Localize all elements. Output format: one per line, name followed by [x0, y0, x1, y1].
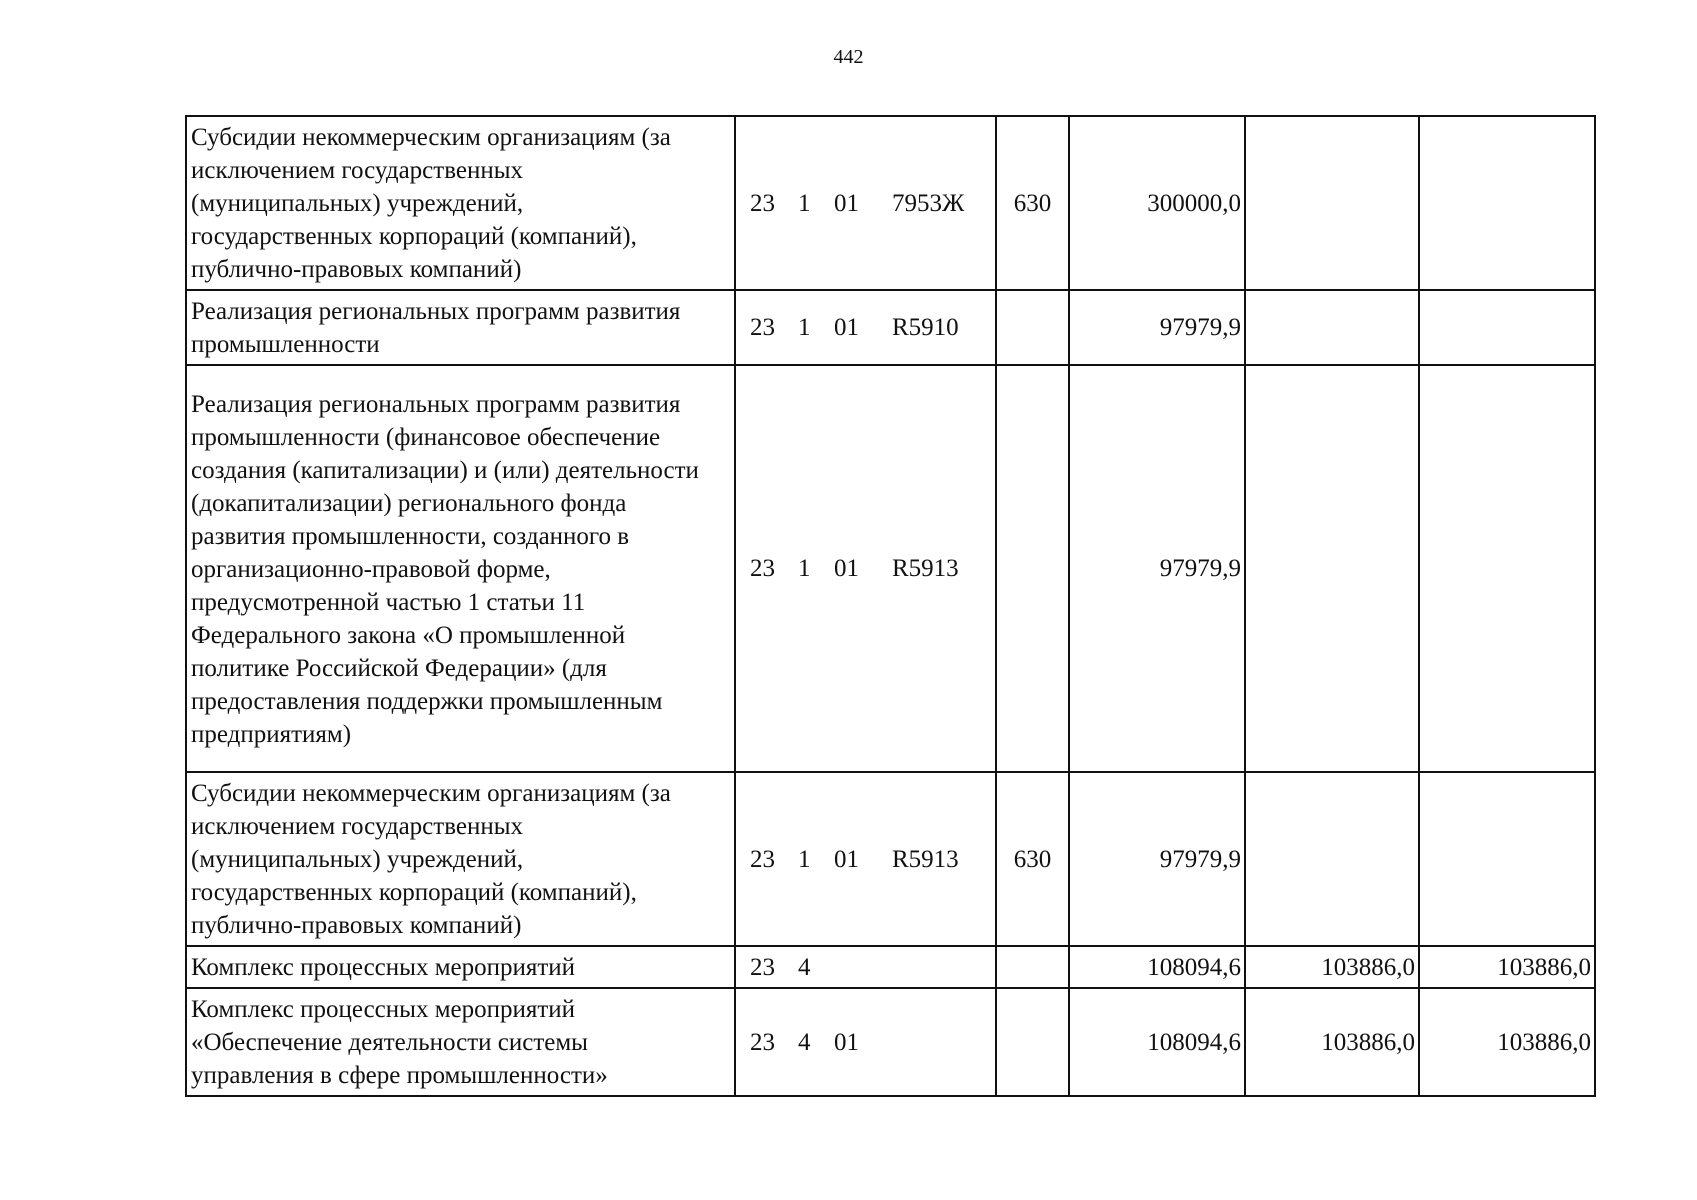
- row-name-line: (муниципальных) учреждений,: [191, 846, 524, 873]
- program-code: 23: [750, 845, 775, 873]
- subprogram-code: 1: [798, 189, 811, 217]
- direction-code: 7953Ж: [892, 189, 965, 217]
- sum-year-1: 97979,9: [1069, 290, 1245, 365]
- row-name-cell: [186, 772, 735, 946]
- sum-year-1: 108094,6: [1069, 946, 1245, 988]
- program-code: 23: [750, 189, 775, 217]
- row-name-line: Субсидии некоммерческим организациям (за: [191, 780, 671, 807]
- budget-table: [185, 115, 1596, 1097]
- program-code: 23: [750, 953, 775, 981]
- row-name-line: государственных корпораций (компаний),: [191, 879, 637, 906]
- sum-year-3: 103886,0: [1419, 988, 1595, 1096]
- row-name-line: управления в сфере промышленности»: [191, 1062, 608, 1089]
- row-name-line: промышленности (финансовое обеспечение: [191, 423, 661, 451]
- csr-code-cell: [735, 988, 996, 1096]
- row-name-line: промышленности: [191, 331, 380, 358]
- row-name-line: (докапитализации) регионального фонда: [191, 489, 627, 517]
- sum-year-2: 103886,0: [1245, 946, 1419, 988]
- expense-type-code: [996, 365, 1069, 772]
- csr-code-cell: [735, 116, 996, 290]
- sum-year-2: 103886,0: [1245, 988, 1419, 1096]
- event-code: 01: [834, 555, 859, 582]
- csr-code-cell: [735, 290, 996, 365]
- row-name-cell: [186, 946, 735, 988]
- sum-year-2: [1245, 365, 1419, 772]
- sum-year-1: 97979,9: [1069, 772, 1245, 946]
- row-name-line: политике Российской Федерации» (для: [191, 654, 607, 682]
- row-name-line: Комплекс процессных мероприятий: [191, 996, 576, 1023]
- table-row: [186, 988, 1595, 1096]
- sum-year-2: [1245, 116, 1419, 290]
- page-number: 442: [833, 46, 864, 68]
- sum-year-3: [1419, 116, 1595, 290]
- row-name-line: исключением государственных: [191, 157, 524, 184]
- direction-code: R5913: [892, 555, 959, 582]
- csr-code-cell: [735, 772, 996, 946]
- sum-year-3: 103886,0: [1419, 946, 1595, 988]
- row-name-line: исключением государственных: [191, 813, 524, 840]
- row-name-line: Субсидии некоммерческим организациям (за: [191, 124, 671, 151]
- expense-type-code: 630: [996, 116, 1069, 290]
- row-name-cell: [186, 116, 735, 290]
- row-name-line: Реализация региональных программ развития: [191, 390, 681, 418]
- row-name-line: (муниципальных) учреждений,: [191, 190, 524, 217]
- row-name-line: предусмотренной частью 1 статьи 11: [191, 588, 586, 616]
- row-name-line: создания (капитализации) и (или) деятельности: [191, 456, 699, 484]
- program-code: 23: [750, 314, 775, 341]
- csr-code-cell: [735, 365, 996, 772]
- expense-type-code: [996, 946, 1069, 988]
- row-name-line: «Обеспечение деятельности системы: [191, 1029, 588, 1056]
- program-code: 23: [750, 555, 775, 582]
- row-name-line: Комплекс процессных мероприятий: [191, 954, 576, 981]
- subprogram-code: 4: [798, 1028, 811, 1056]
- sum-year-2: [1245, 290, 1419, 365]
- sum-year-3: [1419, 290, 1595, 365]
- row-name-cell: [186, 290, 735, 365]
- row-name-line: организационно-правовой форме,: [191, 555, 551, 583]
- expense-type-code: 630: [996, 772, 1069, 946]
- table-row: [186, 365, 1595, 772]
- event-code: 01: [834, 845, 859, 873]
- row-name-line: предприятиям): [191, 720, 352, 748]
- table-row: [186, 772, 1595, 946]
- sum-year-2: [1245, 772, 1419, 946]
- direction-code: R5910: [892, 314, 959, 341]
- program-code: 23: [750, 1028, 775, 1056]
- event-code: 01: [834, 1028, 859, 1056]
- row-name-cell: [186, 988, 735, 1096]
- row-name-line: государственных корпораций (компаний),: [191, 223, 637, 250]
- sum-year-3: [1419, 365, 1595, 772]
- sum-year-3: [1419, 772, 1595, 946]
- table-row: [186, 946, 1595, 988]
- row-name-line: Федерального закона «О промышленной: [191, 621, 626, 649]
- subprogram-code: 1: [798, 314, 811, 341]
- row-name-line: Реализация региональных программ развития: [191, 298, 681, 325]
- table-row: [186, 290, 1595, 365]
- sum-year-1: 108094,6: [1069, 988, 1245, 1096]
- event-code: 01: [834, 189, 859, 217]
- event-code: 01: [834, 314, 859, 341]
- csr-code-cell: [735, 946, 996, 988]
- table-row: [186, 116, 1595, 290]
- row-name-cell: [186, 365, 735, 772]
- direction-code: R5913: [892, 845, 959, 873]
- row-name-line: предоставления поддержки промышленным: [191, 687, 663, 715]
- row-name-line: публично-правовых компаний): [191, 912, 522, 939]
- sum-year-1: 300000,0: [1069, 116, 1245, 290]
- sum-year-1: 97979,9: [1069, 365, 1245, 772]
- subprogram-code: 1: [798, 845, 811, 873]
- expense-type-code: [996, 988, 1069, 1096]
- subprogram-code: 1: [798, 555, 811, 582]
- row-name-line: публично-правовых компаний): [191, 256, 522, 283]
- expense-type-code: [996, 290, 1069, 365]
- subprogram-code: 4: [798, 953, 811, 981]
- row-name-line: развития промышленности, созданного в: [191, 522, 630, 550]
